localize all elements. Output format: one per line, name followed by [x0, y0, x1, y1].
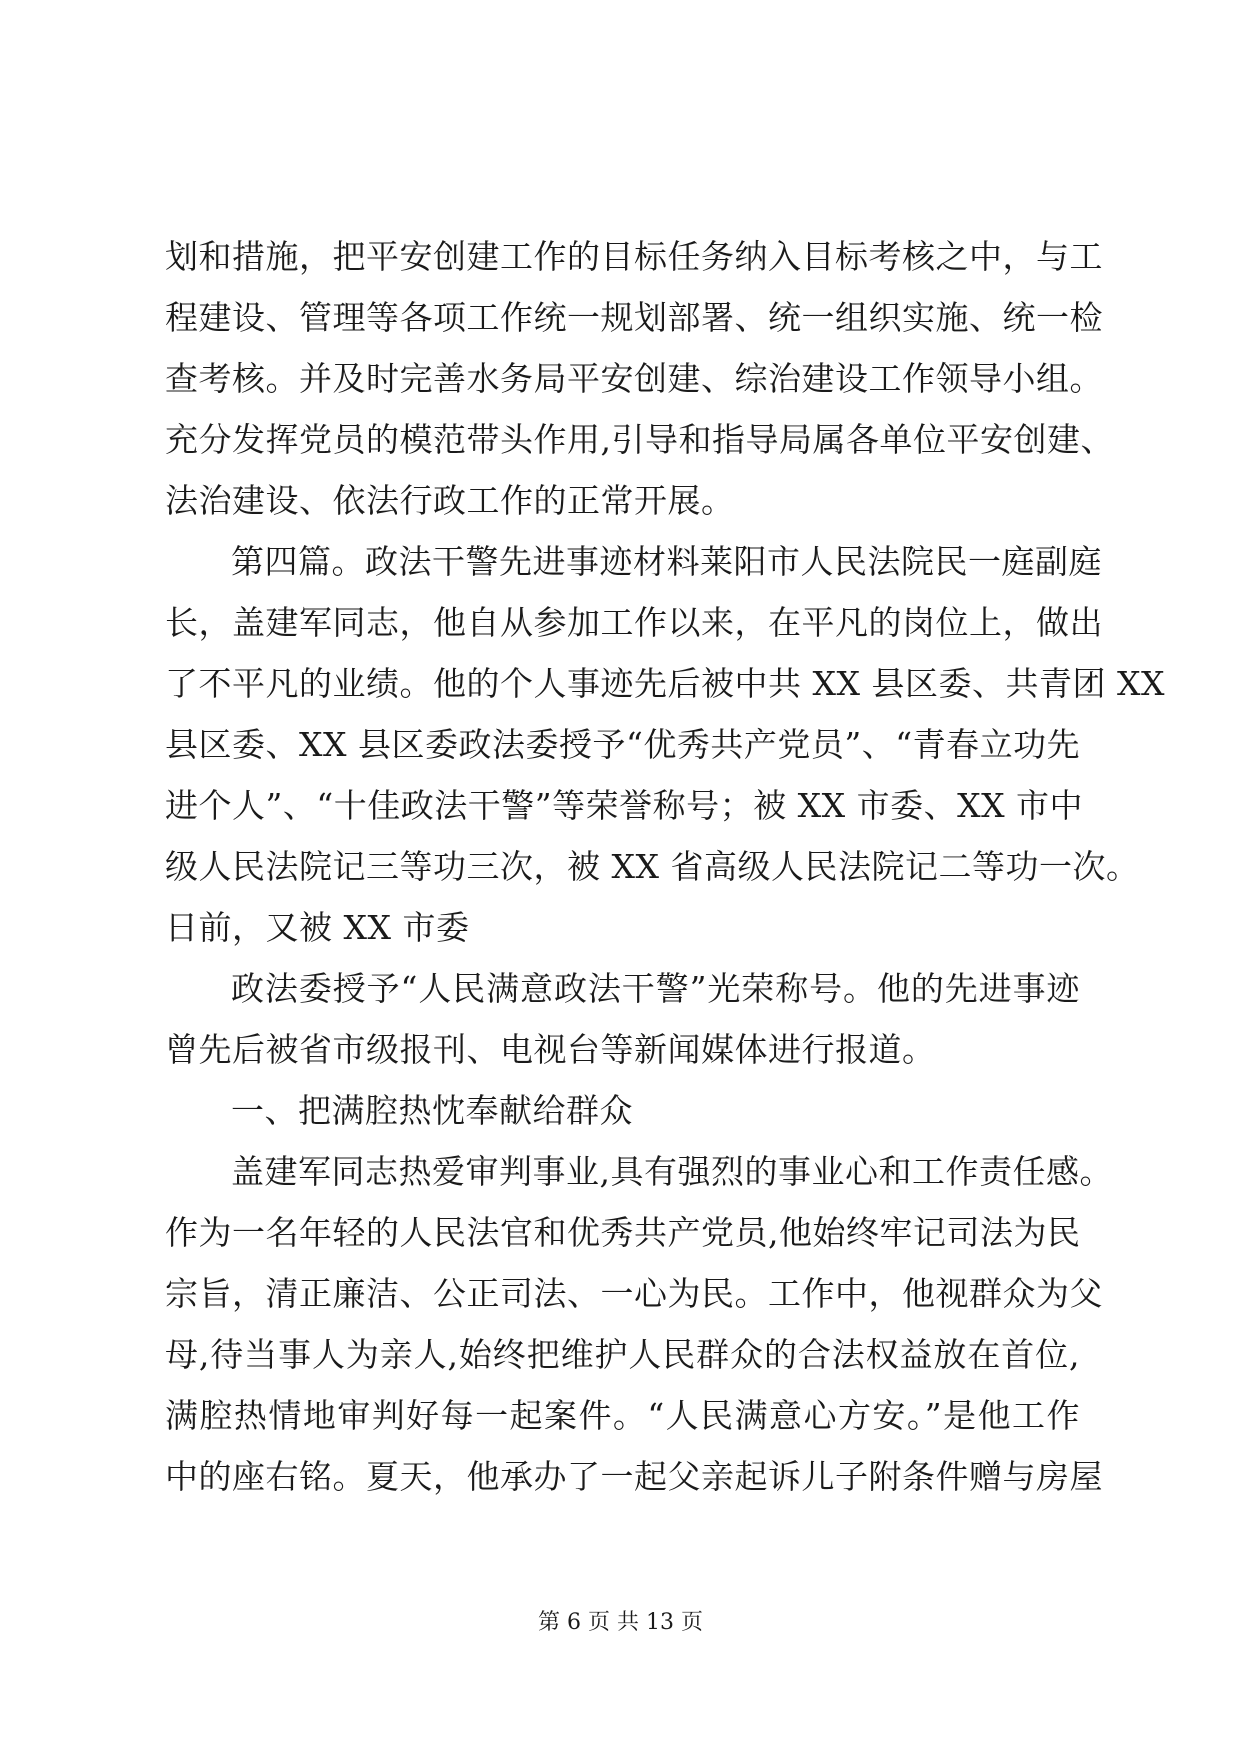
text-line: 日前，又被 XX 市委: [165, 908, 470, 947]
paragraph-1: [165, 226, 1114, 531]
text-line: 充分发挥党员的模范带头作用,引导和指导局属各单位平安创建、: [165, 420, 1114, 459]
text-line: 满腔热情地审判好每一起案件。“人民满意心方安。”是他工作: [165, 1396, 1080, 1435]
text-line: 第四篇。政法干警先进事迹材料莱阳市人民法院民一庭副庭: [231, 542, 1102, 581]
text-line: 政法委授予“人民满意政法干警”光荣称号。他的先进事迹: [231, 969, 1080, 1008]
text-line: 一、把满腔热忱奉献给群众: [231, 1091, 633, 1130]
text-line: 了不平凡的业绩。他的个人事迹先后被中共 XX 县区委、共青团 XX: [165, 664, 1165, 703]
text-line: 长，盖建军同志，他自从参加工作以来，在平凡的岗位上，做出: [165, 603, 1103, 642]
document-body: [165, 226, 1165, 1507]
paragraph-2: [165, 531, 1165, 958]
paragraph-3: [165, 958, 1080, 1080]
text-line: 程建设、管理等各项工作统一规划部署、统一组织实施、统一检: [165, 298, 1103, 337]
text-line: 宗旨，清正廉洁、公正司法、一心为民。工作中，他视群众为父: [165, 1274, 1103, 1313]
text-line: 划和措施，把平安创建工作的目标任务纳入目标考核之中，与工: [165, 237, 1103, 276]
page-number-footer: 第 6 页 共 13 页: [538, 1610, 703, 1635]
text-line: 进个人”、“十佳政法干警”等荣誉称号；被 XX 市委、XX 市中: [165, 786, 1084, 825]
text-line: 母,待当事人为亲人,始终把维护人民群众的合法权益放在首位,: [165, 1335, 1080, 1374]
text-line: 法治建设、依法行政工作的正常开展。: [165, 481, 735, 520]
text-line: 曾先后被省市级报刊、电视台等新闻媒体进行报道。: [165, 1030, 936, 1069]
text-line: 查考核。并及时完善水务局平安创建、综治建设工作领导小组。: [165, 359, 1103, 398]
text-line: 级人民法院记三等功三次，被 XX 省高级人民法院记二等功一次。: [165, 847, 1140, 886]
paragraph-5: [165, 1141, 1113, 1507]
text-line: 县区委、XX 县区委政法委授予“优秀共产党员”、“青春立功先: [165, 725, 1081, 764]
text-line: 盖建军同志热爱审判事业,具有强烈的事业心和工作责任感。: [231, 1152, 1113, 1191]
section-heading: [165, 1080, 1080, 1141]
text-line: 作为一名年轻的人民法官和优秀共产党员,他始终牢记司法为民: [165, 1213, 1081, 1252]
text-line: 中的座右铭。夏天，他承办了一起父亲起诉儿子附条件赠与房屋: [165, 1457, 1103, 1496]
